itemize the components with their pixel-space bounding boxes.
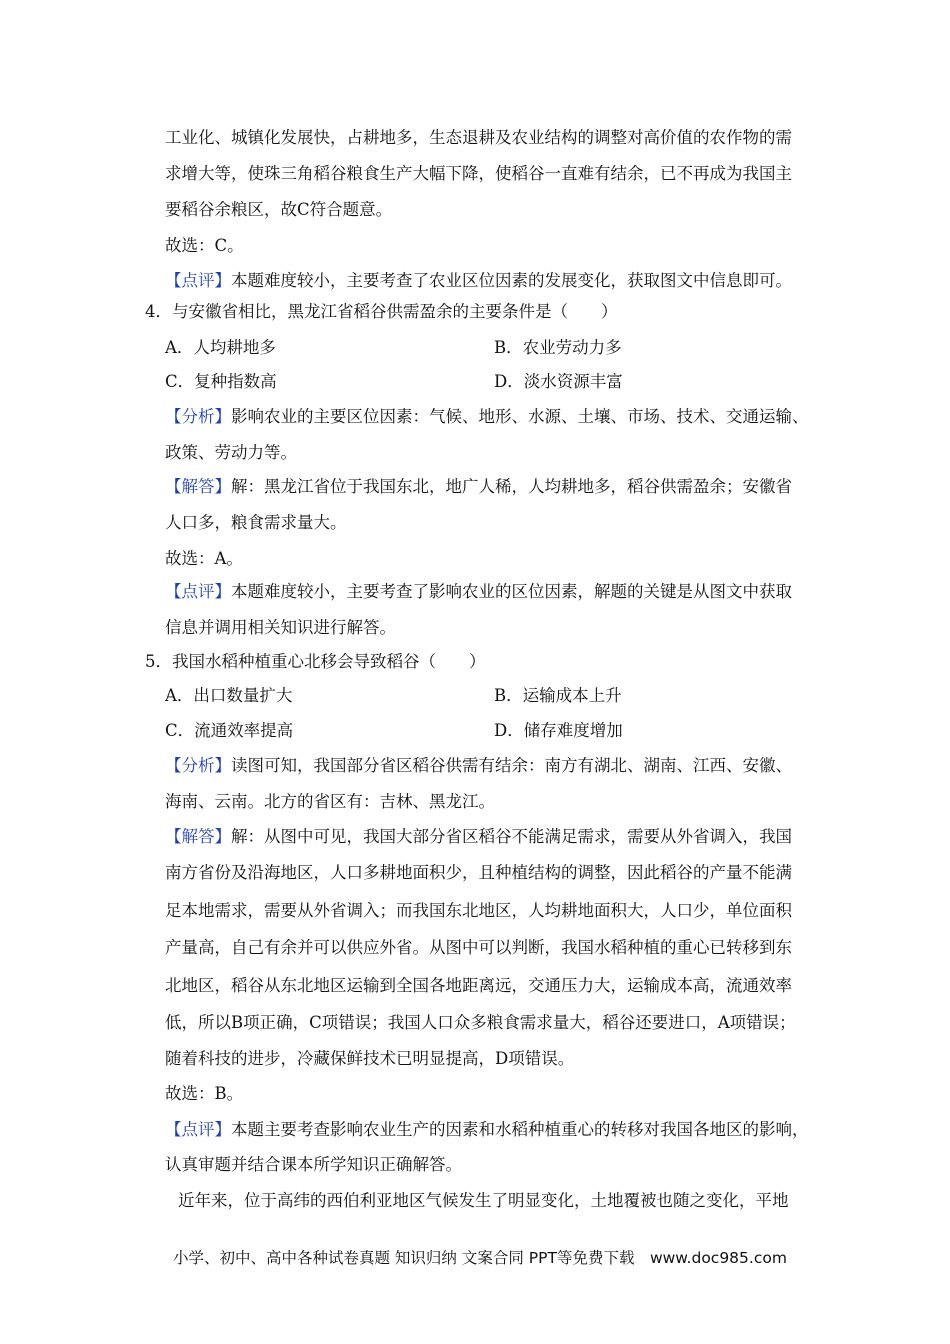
comment-line — [165, 1120, 809, 1140]
text-line: 要稻谷余粮区，故C符合题意。 — [165, 200, 393, 219]
analysis-line — [165, 756, 792, 776]
solution-text: 解：从图中可见，我国大部分省区稻谷不能满足需求，需要从外省调入，我国 — [231, 827, 792, 846]
solution-line: 南方省份及沿海地区，人口多耕地面积少，且种植结构的调整，因此稻谷的产量不能满 — [165, 863, 792, 882]
solution-line: 随着科技的进步，冷藏保鲜技术已明显提高，D项错误。 — [165, 1049, 575, 1068]
text-line: 工业化、城镇化发展快，占耕地多，生态退耕及农业结构的调整对高价值的农作物的需 — [165, 128, 792, 147]
answer-choice-line: 故选：C。 — [165, 236, 244, 255]
comment-line — [165, 271, 792, 291]
text-line: 求增大等，使珠三角稻谷粮食生产大幅下降，使稻谷一直难有结余，已不再成为我国主 — [165, 164, 792, 183]
solution-line — [165, 477, 792, 497]
question-5-option-d: D．储存难度增加 — [494, 721, 623, 740]
answer-choice-line: 故选：A。 — [165, 549, 243, 568]
solution-line: 人口多，粮食需求量大。 — [165, 513, 347, 532]
page-footer: 小学、初中、高中各种试卷真题 知识归纳 文案合同 PPT等免费下载 www.doc985.com — [173, 1249, 787, 1267]
question-5-option-a: A．出口数量扩大 — [165, 686, 293, 705]
question-5-option-c: C．流通效率提高 — [165, 721, 294, 740]
solution-text: 解：黑龙江省位于我国东北，地广人稀，人均耕地多，稻谷供需盈余；安徽省 — [231, 477, 792, 496]
answer-choice-line: 故选：B。 — [165, 1084, 244, 1103]
question-5-stem: 5．我国水稻种植重心北移会导致稻谷（ ） — [145, 652, 486, 671]
comment-tag: 【点评】 — [165, 271, 231, 290]
comment-line: 认真审题并结合课本所学知识正确解答。 — [165, 1155, 462, 1174]
question-4-option-d: D．淡水资源丰富 — [494, 372, 623, 391]
solution-line: 低，所以B项正确，C项错误；我国人口众多粮食需求量大，稻谷还要进口，A项错误； — [165, 1013, 796, 1032]
question-4-stem: 4．与安徽省相比，黑龙江省稻谷供需盈余的主要条件是（ ） — [145, 302, 618, 321]
question-4-option-b: B．农业劳动力多 — [494, 338, 622, 357]
comment-text: 本题主要考查影响农业生产的因素和水稻种植重心的转移对我国各地区的影响， — [231, 1120, 809, 1139]
solution-tag: 【解答】 — [165, 827, 231, 846]
solution-line: 足本地需求，需要从外省调入；而我国东北地区，人均耕地面积大，人口少，单位面积 — [165, 901, 792, 920]
solution-line: 产量高，自己有余并可以供应外省。从图中可以判断，我国水稻种植的重心已转移到东 — [165, 938, 792, 957]
analysis-line: 政策、劳动力等。 — [165, 443, 297, 462]
comment-tag: 【点评】 — [165, 1120, 231, 1139]
analysis-text: 读图可知，我国部分省区稻谷供需有结余：南方有湖北、湖南、江西、安徽、 — [231, 756, 792, 775]
comment-tag: 【点评】 — [165, 582, 231, 601]
passage-line: 近年来，位于高纬的西伯利亚地区气候发生了明显变化，土地覆被也随之变化，平地 — [178, 1191, 789, 1210]
comment-text: 本题难度较小，主要考查了农业区位因素的发展变化，获取图文中信息即可。 — [231, 271, 792, 290]
comment-line — [165, 582, 792, 602]
solution-line — [165, 827, 792, 847]
analysis-text: 影响农业的主要区位因素：气候、地形、水源、土壤、市场、技术、交通运输、 — [231, 407, 809, 426]
question-4-option-a: A．人均耕地多 — [165, 338, 276, 357]
comment-line: 信息并调用相关知识进行解答。 — [165, 618, 396, 637]
comment-text: 本题难度较小，主要考查了影响农业的区位因素，解题的关键是从图文中获取 — [231, 582, 792, 601]
solution-tag: 【解答】 — [165, 477, 231, 496]
solution-line: 北地区，稻谷从东北地区运输到全国各地距离远，交通压力大，运输成本高，流通效率 — [165, 976, 792, 995]
analysis-line — [165, 407, 809, 427]
analysis-line: 海南、云南。北方的省区有：吉林、黑龙江。 — [165, 792, 495, 811]
analysis-tag: 【分析】 — [165, 756, 231, 775]
question-5-option-b: B．运输成本上升 — [494, 686, 622, 705]
analysis-tag: 【分析】 — [165, 407, 231, 426]
question-4-option-c: C．复种指数高 — [165, 372, 277, 391]
